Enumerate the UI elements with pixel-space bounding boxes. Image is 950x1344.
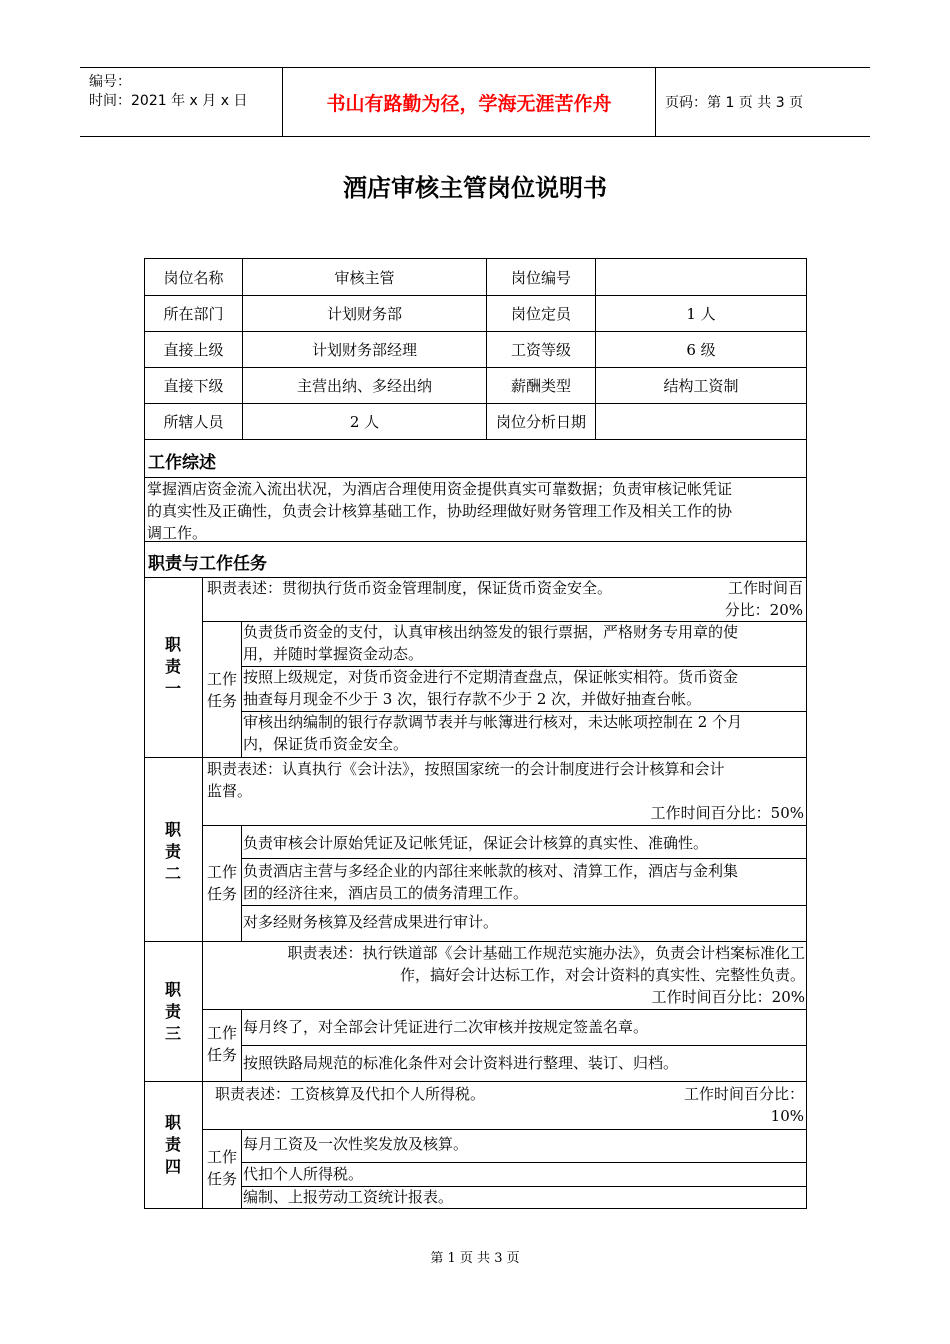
duty3-task: 按照铁路局规范的标准化条件对会计资料进行整理、装订、归档。 xyxy=(243,1054,679,1072)
duty4-percentage: 工作时间百分比： 10% xyxy=(683,1085,804,1125)
duty3-task: 每月终了，对全部会计凭证进行二次审核并按规定签盖名章。 xyxy=(243,1018,649,1036)
duty2-label: 职 责 二 xyxy=(164,820,181,883)
info-value: 审核主管 xyxy=(334,268,395,287)
info-value xyxy=(596,403,806,439)
page-label: 页码：第 1 页 共 3 页 xyxy=(665,95,804,111)
time-label: 时间：2021 年 x 月 x 日 xyxy=(89,93,248,109)
duty1-label: 职 责 一 xyxy=(164,635,181,698)
info-value: 1 人 xyxy=(686,304,716,323)
serial-label: 编号： xyxy=(89,74,131,90)
info-key: 岗位分析日期 xyxy=(495,412,586,431)
info-key: 岗位定员 xyxy=(510,304,571,323)
duty1-percentage: 工作时间百 分比：20% xyxy=(724,579,803,619)
header-motto: 书山有路勤为径，学海无涯苦作舟 xyxy=(282,68,656,136)
page-footer: 第 1 页 共 3 页 xyxy=(430,1251,520,1266)
info-value: 主营出纳、多经出纳 xyxy=(296,376,432,395)
duty1-task: 审核出纳编制的银行存款调节表并与帐簿进行核对，未达帐项控制在 2 个月 内，保证货币资金安全。 xyxy=(243,713,743,753)
info-value: 计划财务部 xyxy=(326,304,402,323)
info-key: 直接下级 xyxy=(163,376,224,395)
info-value xyxy=(596,259,806,295)
duty2-percentage: 工作时间百分比：50% xyxy=(650,804,804,822)
info-key: 岗位编号 xyxy=(510,268,571,287)
info-key: 直接上级 xyxy=(163,340,224,359)
info-value: 计划财务部经理 xyxy=(311,340,417,359)
duty4-task: 编制、上报劳动工资统计报表。 xyxy=(243,1188,454,1206)
duties-heading: 职责与工作任务 xyxy=(148,554,267,574)
duty3-task-label: 工作 任务 xyxy=(206,1024,237,1064)
duty2-statement: 职责表述：认真执行《会计法》，按照国家统一的会计制度进行会计核算和会计 监督。 xyxy=(207,760,725,800)
duty4-task-label: 工作 任务 xyxy=(206,1148,237,1188)
duty4-task: 代扣个人所得税。 xyxy=(243,1165,364,1183)
duty2-task: 对多经财务核算及经营成果进行审计。 xyxy=(243,913,499,931)
summary-text: 掌握酒店资金流入流出状况，为酒店合理使用资金提供真实可靠数据；负责审核记帐凭证 的真实性及正确性，负责会计核算基础工作，协助经理做好财务管理工作及相关工作的协 调工作。 xyxy=(147,480,733,542)
info-key: 薪酬类型 xyxy=(510,376,571,395)
info-key: 所辖人员 xyxy=(163,412,224,431)
job-description-form xyxy=(144,258,807,1209)
duty2-task: 负责酒店主营与多经企业的内部往来帐款的核对、清算工作，酒店与金利集 团的经济往来，酒店员工的债务清理工作。 xyxy=(243,862,739,902)
duty4-statement: 职责表述：工资核算及代扣个人所得税。 xyxy=(215,1085,486,1103)
info-value: 2 人 xyxy=(349,412,380,431)
info-key: 所在部门 xyxy=(163,304,224,323)
duty3-statement: 职责表述：执行铁道部《会计基础工作规范实施办法》，负责会计档案标准化工 作，搞好会计达标工作，对会计资料的真实性、完整性负责。 工作时间百分比：20% xyxy=(287,944,805,1006)
duty4-task: 每月工资及一次性奖发放及核算。 xyxy=(243,1135,469,1153)
header-meta xyxy=(89,73,279,111)
duty1-statement: 职责表述：贯彻执行货币资金管理制度，保证货币资金安全。 xyxy=(207,579,613,597)
info-key: 工资等级 xyxy=(510,340,571,359)
duty1-task: 按照上级规定，对货币资金进行不定期清查盘点，保证帐实相符。货币资金 抽查每月现金不少于 3 次，银行存款不少于 2 次，并做好抽查台帐。 xyxy=(243,668,739,708)
duty1-task-label: 工作 任务 xyxy=(206,670,237,710)
info-key: 岗位名称 xyxy=(163,268,224,287)
page-title: 酒店审核主管岗位说明书 xyxy=(343,174,607,202)
duty1-task: 负责货币资金的支付，认真审核出纳签发的银行票据，严格财务专用章的使 用，并随时掌握资金动态。 xyxy=(243,623,739,663)
duty4-label: 职 责 四 xyxy=(164,1113,181,1176)
summary-heading: 工作综述 xyxy=(148,453,216,473)
duty2-task-label: 工作 任务 xyxy=(206,863,237,903)
duty3-label: 职 责 三 xyxy=(164,980,181,1043)
duty2-task: 负责审核会计原始凭证及记帐凭证，保证会计核算的真实性、准确性。 xyxy=(243,834,709,852)
info-value: 结构工资制 xyxy=(663,376,739,395)
info-value: 6 级 xyxy=(686,340,716,359)
document-header xyxy=(80,67,870,137)
